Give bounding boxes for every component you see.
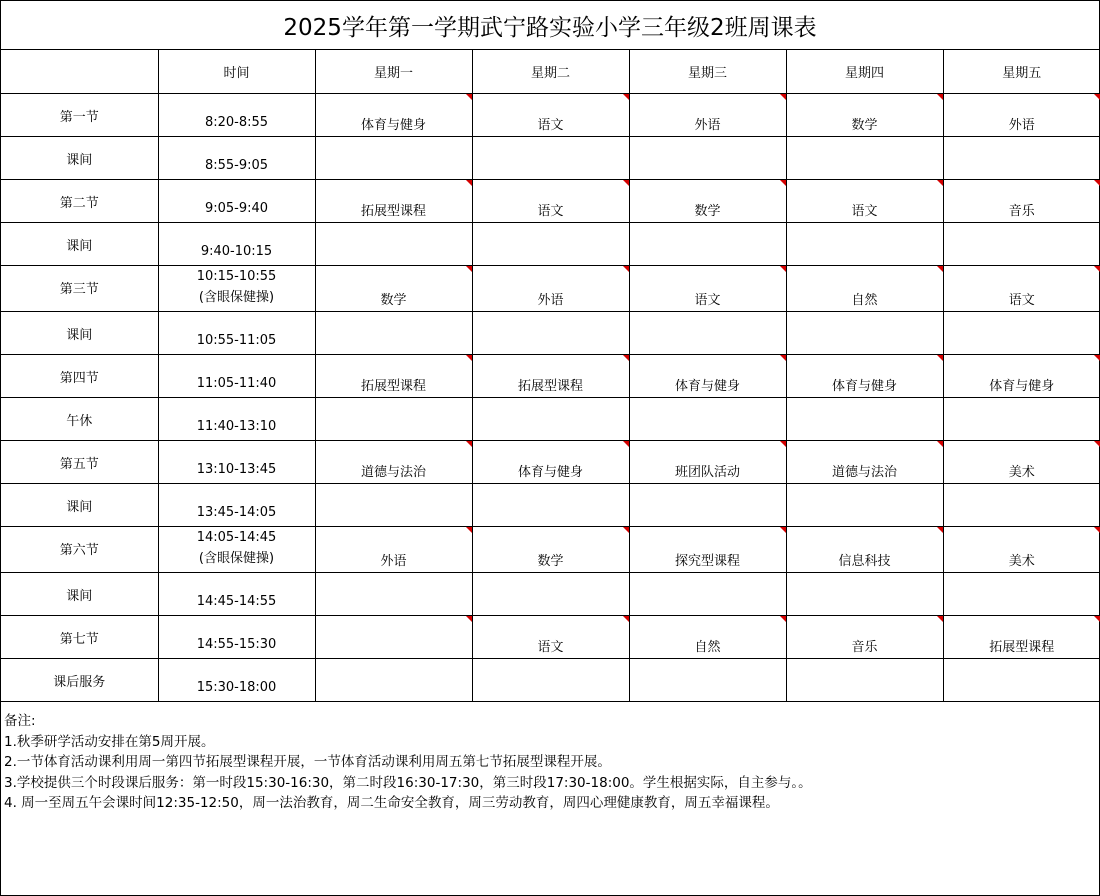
period-time: 11:40-13:10 <box>158 397 315 440</box>
subject-cell <box>786 136 943 179</box>
subject-cell <box>629 572 786 615</box>
subject-cell: 拓展型课程 <box>943 615 1100 658</box>
table-row <box>1 526 1100 572</box>
subject-cell <box>472 311 629 354</box>
period-label: 第四节 <box>1 354 158 397</box>
subject-cell <box>786 311 943 354</box>
subject-cell <box>629 311 786 354</box>
period-label: 第五节 <box>1 440 158 483</box>
period-label: 课间 <box>1 311 158 354</box>
subject-cell: 外语 <box>629 93 786 136</box>
subject-cell: 语文 <box>629 265 786 311</box>
subject-cell <box>629 222 786 265</box>
header-day: 星期二 <box>472 50 629 93</box>
header-day: 星期五 <box>943 50 1100 93</box>
table-row <box>1 615 1100 658</box>
subject-cell: 班团队活动 <box>629 440 786 483</box>
table-row <box>1 397 1100 440</box>
subject-cell: 数学 <box>472 526 629 572</box>
header-time: 时间 <box>158 50 315 93</box>
table-row <box>1 222 1100 265</box>
subject-cell <box>943 222 1100 265</box>
period-label: 第六节 <box>1 526 158 572</box>
period-time: 8:20-8:55 <box>158 93 315 136</box>
subject-cell: 体育与健身 <box>786 354 943 397</box>
table-row <box>1 658 1100 701</box>
subject-cell <box>786 658 943 701</box>
subject-cell <box>786 483 943 526</box>
period-label: 课后服务 <box>1 658 158 701</box>
subject-cell: 语文 <box>472 93 629 136</box>
header-day: 星期三 <box>629 50 786 93</box>
header-row <box>1 50 1100 93</box>
period-label: 课间 <box>1 483 158 526</box>
period-time: 15:30-18:00 <box>158 658 315 701</box>
subject-cell: 道德与法治 <box>315 440 472 483</box>
period-label: 第三节 <box>1 265 158 311</box>
subject-cell <box>315 615 472 658</box>
subject-cell <box>472 572 629 615</box>
note-line: 1.秋季研学活动安排在第5周开展。 <box>4 733 215 750</box>
subject-cell: 自然 <box>786 265 943 311</box>
subject-cell <box>472 658 629 701</box>
subject-cell <box>786 397 943 440</box>
subject-cell: 美术 <box>943 526 1100 572</box>
period-time: 11:05-11:40 <box>158 354 315 397</box>
subject-cell <box>629 483 786 526</box>
subject-cell <box>315 222 472 265</box>
period-time: 13:10-13:45 <box>158 440 315 483</box>
subject-cell <box>943 572 1100 615</box>
period-label: 午休 <box>1 397 158 440</box>
subject-cell <box>629 397 786 440</box>
table-row <box>1 265 1100 311</box>
period-time: 8:55-9:05 <box>158 136 315 179</box>
period-label: 课间 <box>1 572 158 615</box>
subject-cell: 信息科技 <box>786 526 943 572</box>
header-day: 星期四 <box>786 50 943 93</box>
subject-cell <box>315 572 472 615</box>
period-time: 9:05-9:40 <box>158 179 315 222</box>
subject-cell: 数学 <box>629 179 786 222</box>
subject-cell: 语文 <box>943 265 1100 311</box>
subject-cell <box>472 483 629 526</box>
subject-cell <box>315 136 472 179</box>
subject-cell: 拓展型课程 <box>315 179 472 222</box>
period-time: 14:45-14:55 <box>158 572 315 615</box>
subject-cell: 语文 <box>472 179 629 222</box>
subject-cell <box>943 483 1100 526</box>
table-row <box>1 311 1100 354</box>
period-label: 课间 <box>1 136 158 179</box>
notes <box>4 711 812 814</box>
subject-cell: 自然 <box>629 615 786 658</box>
period-time: 10:15-10:55 (含眼保健操) <box>158 265 315 311</box>
subject-cell: 语文 <box>786 179 943 222</box>
period-time: 14:05-14:45 (含眼保健操) <box>158 526 315 572</box>
page-title: 2025学年第一学期武宁路实验小学三年级2班周课表 <box>1 1 1099 50</box>
subject-cell: 体育与健身 <box>315 93 472 136</box>
subject-cell: 拓展型课程 <box>315 354 472 397</box>
note-line: 4. 周一至周五午会课时间12:35-12:50，周一法治教育，周二生命安全教育，周三劳动教育，周四心理健康教育，周五幸福课程。 <box>4 795 779 811</box>
subject-cell <box>472 136 629 179</box>
subject-cell <box>472 397 629 440</box>
subject-cell: 体育与健身 <box>943 354 1100 397</box>
subject-cell: 外语 <box>315 526 472 572</box>
period-label: 第七节 <box>1 615 158 658</box>
period-time: 13:45-14:05 <box>158 483 315 526</box>
subject-cell: 探究型课程 <box>629 526 786 572</box>
subject-cell <box>786 572 943 615</box>
subject-cell: 数学 <box>315 265 472 311</box>
period-time: 10:55-11:05 <box>158 311 315 354</box>
subject-cell <box>315 397 472 440</box>
subject-cell <box>943 311 1100 354</box>
subject-cell <box>786 222 943 265</box>
table-row <box>1 93 1100 136</box>
subject-cell <box>943 397 1100 440</box>
subject-cell <box>629 658 786 701</box>
table-row <box>1 354 1100 397</box>
subject-cell: 拓展型课程 <box>472 354 629 397</box>
period-label: 第二节 <box>1 179 158 222</box>
schedule-table <box>1 50 1100 702</box>
subject-cell <box>315 658 472 701</box>
table-row <box>1 179 1100 222</box>
period-time: 9:40-10:15 <box>158 222 315 265</box>
subject-cell <box>472 222 629 265</box>
note-line: 2.一节体育活动课利用周一第四节拓展型课程开展，一节体育活动课利用周五第七节拓展型课程开展。 <box>4 754 611 770</box>
note-line: 3.学校提供三个时段课后服务：第一时段15:30-16:30，第二时段16:30-17:30，第三时段17:30-18:00。学生根据实际，自主参与。。 <box>4 774 812 791</box>
subject-cell: 美术 <box>943 440 1100 483</box>
period-time: 14:55-15:30 <box>158 615 315 658</box>
period-label: 第一节 <box>1 93 158 136</box>
subject-cell: 语文 <box>472 615 629 658</box>
subject-cell <box>315 311 472 354</box>
table-row <box>1 572 1100 615</box>
subject-cell: 体育与健身 <box>629 354 786 397</box>
subject-cell: 体育与健身 <box>472 440 629 483</box>
table-row <box>1 483 1100 526</box>
subject-cell <box>943 658 1100 701</box>
table-row <box>1 136 1100 179</box>
subject-cell <box>315 483 472 526</box>
subject-cell: 音乐 <box>943 179 1100 222</box>
header-corner <box>1 50 158 93</box>
subject-cell <box>943 136 1100 179</box>
subject-cell: 数学 <box>786 93 943 136</box>
subject-cell: 音乐 <box>786 615 943 658</box>
header-day: 星期一 <box>315 50 472 93</box>
subject-cell <box>629 136 786 179</box>
table-row <box>1 440 1100 483</box>
period-label: 课间 <box>1 222 158 265</box>
subject-cell: 外语 <box>943 93 1100 136</box>
subject-cell: 外语 <box>472 265 629 311</box>
subject-cell: 道德与法治 <box>786 440 943 483</box>
notes-heading: 备注: <box>4 713 36 729</box>
